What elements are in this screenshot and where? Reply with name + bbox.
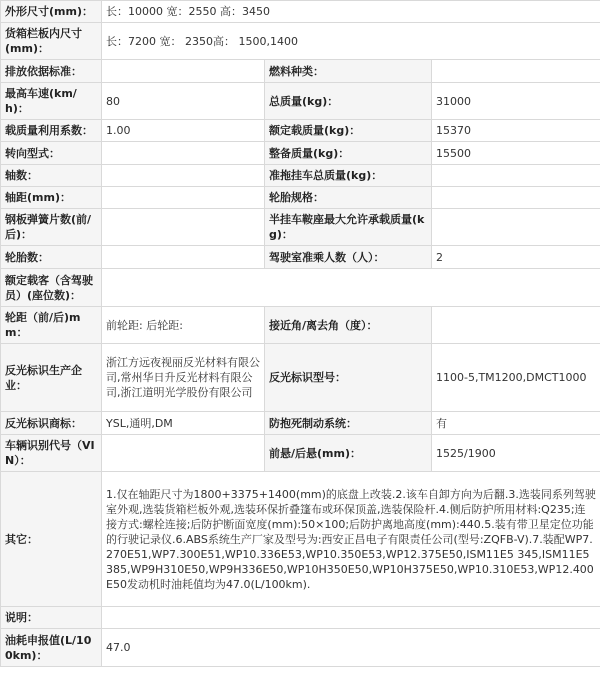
table-row xyxy=(1,1,600,23)
axles-value xyxy=(102,165,265,187)
tire-count-label: 轮胎数： xyxy=(1,246,102,269)
emission-label: 排放依据标准： xyxy=(1,60,102,83)
table-row xyxy=(1,629,600,667)
rated-load-value: 15370 xyxy=(432,120,600,142)
note-label: 说明： xyxy=(1,607,102,629)
fuel-type-label: 燃料种类： xyxy=(265,60,432,83)
trailer-mass-label: 准拖挂车总质量(kg)： xyxy=(265,165,432,187)
load-util-value: 1.00 xyxy=(102,120,265,142)
table-row xyxy=(1,187,600,209)
saddle-load-label: 半挂车鞍座最大允许承载质量(kg)： xyxy=(265,209,432,246)
speed-label: 最高车速(km/h)： xyxy=(1,83,102,120)
fuel-consumption-value: 47.0 xyxy=(102,629,600,667)
table-row xyxy=(1,307,600,344)
rated-load-label: 额定载质量(kg)： xyxy=(265,120,432,142)
table-row xyxy=(1,209,600,246)
seats-value xyxy=(102,269,600,307)
vin-label: 车辆识别代号（VIN）： xyxy=(1,435,102,472)
tire-spec-label: 轮胎规格： xyxy=(265,187,432,209)
gross-mass-label: 总质量(kg)： xyxy=(265,83,432,120)
table-row xyxy=(1,83,600,120)
abs-value: 有 xyxy=(432,412,600,435)
note-value xyxy=(102,607,600,629)
cargo-value: 长：7200 宽： 2350高： 1500,1400 xyxy=(102,23,600,60)
reflector-mfr-label: 反光标识生产企业： xyxy=(1,344,102,412)
tire-count-value xyxy=(102,246,265,269)
reflector-model-value: 1100-5,TM1200,DMCT1000 xyxy=(432,344,600,412)
load-util-label: 载质量利用系数： xyxy=(1,120,102,142)
table-row xyxy=(1,120,600,142)
fuel-consumption-label: 油耗申报值(L/100km)： xyxy=(1,629,102,667)
fuel-type-value xyxy=(432,60,600,83)
wheelbase-value xyxy=(102,187,265,209)
cargo-label: 货箱栏板内尺寸(mm)： xyxy=(1,23,102,60)
dims-value: 长：10000 宽：2550 高：3450 xyxy=(102,1,600,23)
emission-value xyxy=(102,60,265,83)
dims-label: 外形尺寸(mm)： xyxy=(1,1,102,23)
table-row xyxy=(1,435,600,472)
cab-seats-label: 驾驶室准乘人数（人）： xyxy=(265,246,432,269)
reflector-brand-label: 反光标识商标： xyxy=(1,412,102,435)
speed-value: 80 xyxy=(102,83,265,120)
springs-label: 钢板弹簧片数(前/后)： xyxy=(1,209,102,246)
table-row xyxy=(1,246,600,269)
other-value: 1.仅在轴距尺寸为1800+3375+1400(mm)的底盘上改装.2.该车自卸方向为后翻.3.选装同系列驾驶室外观,选装货箱栏板外观,选装环保折叠篷布或环保顶盖,选装保险杆.4.侧后防护所用材料:Q235;连接方式:螺栓连接;后防护断面宽度(mm):50×100;后防护离地高度(mm):440.5.装有带卫星定位功能的行驶记录仪.6.ABS系统生产厂家及型号为:西安正昌电子有限责任公司(型号:ZQFB-V).7.装配WP7.270E51,WP7.300E51,WP10.336E53,WP10.350E53,WP12.375E50,ISM11E5 345,ISM11E5 385,WP9H310E50,WP9H336E50,WP10H350E50,WP10H375E50,WP10.310E53,WP12.400E50发动机时油耗值均为47.0(L/100km). xyxy=(102,472,600,607)
vin-value xyxy=(102,435,265,472)
steering-label: 转向型式： xyxy=(1,142,102,165)
table-row xyxy=(1,165,600,187)
table-row xyxy=(1,344,600,412)
springs-value xyxy=(102,209,265,246)
other-label: 其它： xyxy=(1,472,102,607)
tire-spec-value xyxy=(432,187,600,209)
table-row xyxy=(1,269,600,307)
steering-value xyxy=(102,142,265,165)
table-row xyxy=(1,607,600,629)
track-label: 轮距（前/后)mm： xyxy=(1,307,102,344)
cab-seats-value: 2 xyxy=(432,246,600,269)
axles-label: 轴数： xyxy=(1,165,102,187)
seats-label: 额定载客（含驾驶员）(座位数)： xyxy=(1,269,102,307)
wheelbase-label: 轴距(mm)： xyxy=(1,187,102,209)
table-row xyxy=(1,60,600,83)
reflector-mfr-value: 浙江方远夜视丽反光材料有限公司,常州华日升反光材料有限公司,浙江道明光学股份有限公司 xyxy=(102,344,265,412)
angle-value xyxy=(432,307,600,344)
gross-mass-value: 31000 xyxy=(432,83,600,120)
table-row xyxy=(1,142,600,165)
saddle-load-value xyxy=(432,209,600,246)
trailer-mass-value xyxy=(432,165,600,187)
curb-mass-value: 15500 xyxy=(432,142,600,165)
table-row xyxy=(1,412,600,435)
reflector-brand-value: YSL,通明,DM xyxy=(102,412,265,435)
table-row xyxy=(1,472,600,607)
overhang-label: 前悬/后悬(mm)： xyxy=(265,435,432,472)
track-value: 前轮距: 后轮距: xyxy=(102,307,265,344)
table-row xyxy=(1,23,600,60)
angle-label: 接近角/离去角（度）： xyxy=(265,307,432,344)
overhang-value: 1525/1900 xyxy=(432,435,600,472)
reflector-model-label: 反光标识型号： xyxy=(265,344,432,412)
curb-mass-label: 整备质量(kg)： xyxy=(265,142,432,165)
abs-label: 防抱死制动系统： xyxy=(265,412,432,435)
